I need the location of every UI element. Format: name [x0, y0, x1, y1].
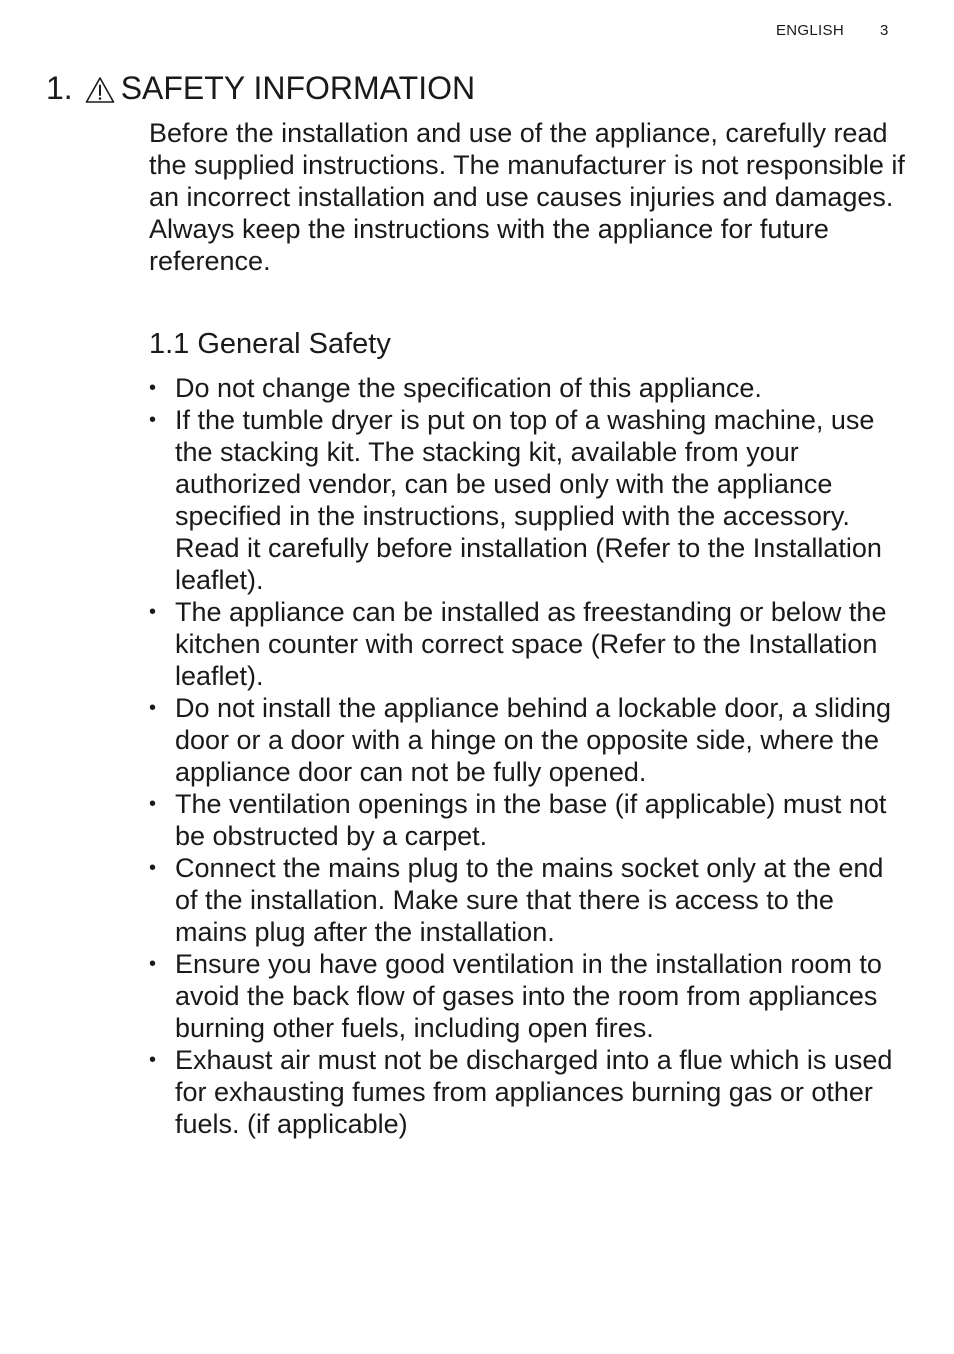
bullet-icon: • [149, 409, 157, 431]
intro-paragraph: Before the installation and use of the appliance, carefully read the supplied instructions. The manufacturer is not responsible if an incorrect installation and use causes injuries and damages. Always keep the instructions with the appliance for future reference. [149, 118, 905, 276]
list-item: • Do not install the appliance behind a lockable door, a sliding door or a door with a hinge on the opposite side, where the appliance door can not be fully opened. [149, 693, 891, 787]
section-title-text: SAFETY INFORMATION [120, 70, 476, 106]
page-header [0, 22, 954, 44]
bullet-icon: • [149, 697, 157, 719]
language-label: ENGLISH [776, 22, 844, 39]
bullet-icon: • [149, 377, 157, 399]
bullet-icon: • [149, 793, 157, 815]
list-item: • If the tumble dryer is put on top of a washing machine, use the stacking kit. The stacking kit, available from your authorized vendor, can be used only with the appliance specified in the instructions, supplied with the accessory. Read it carefully before installation (Refer to the Installation leaflet). [149, 405, 882, 595]
list-item: • Do not change the specification of this appliance. [149, 373, 762, 403]
list-item: • Exhaust air must not be discharged into a flue which is used for exhausting fumes from appliances burning gas or other fuels. (if applicable) [149, 1045, 893, 1139]
list-item: • The ventilation openings in the base (if applicable) must not be obstructed by a carpet. [149, 789, 887, 851]
bullet-icon: • [149, 953, 157, 975]
bullet-icon: • [149, 857, 157, 879]
section-number: 1. [46, 70, 73, 106]
general-safety-list [149, 372, 894, 1140]
bullet-icon: • [149, 1049, 157, 1071]
list-item: • Ensure you have good ventilation in the installation room to avoid the back flow of gases into the room from appliances burning other fuels, including open fires. [149, 949, 882, 1043]
list-item: • The appliance can be installed as freestanding or below the kitchen counter with correct space (Refer to the Installation leaflet). [149, 597, 887, 691]
warning-triangle-icon [85, 73, 115, 101]
subsection-title: 1.1 General Safety [149, 328, 391, 360]
page-number: 3 [880, 22, 889, 39]
list-item: • Connect the mains plug to the mains socket only at the end of the installation. Make sure that there is access to the mains plug after the installation. [149, 853, 884, 947]
warning-triangle-svg [85, 76, 115, 104]
section-title [46, 68, 475, 108]
bullet-icon: • [149, 601, 157, 623]
